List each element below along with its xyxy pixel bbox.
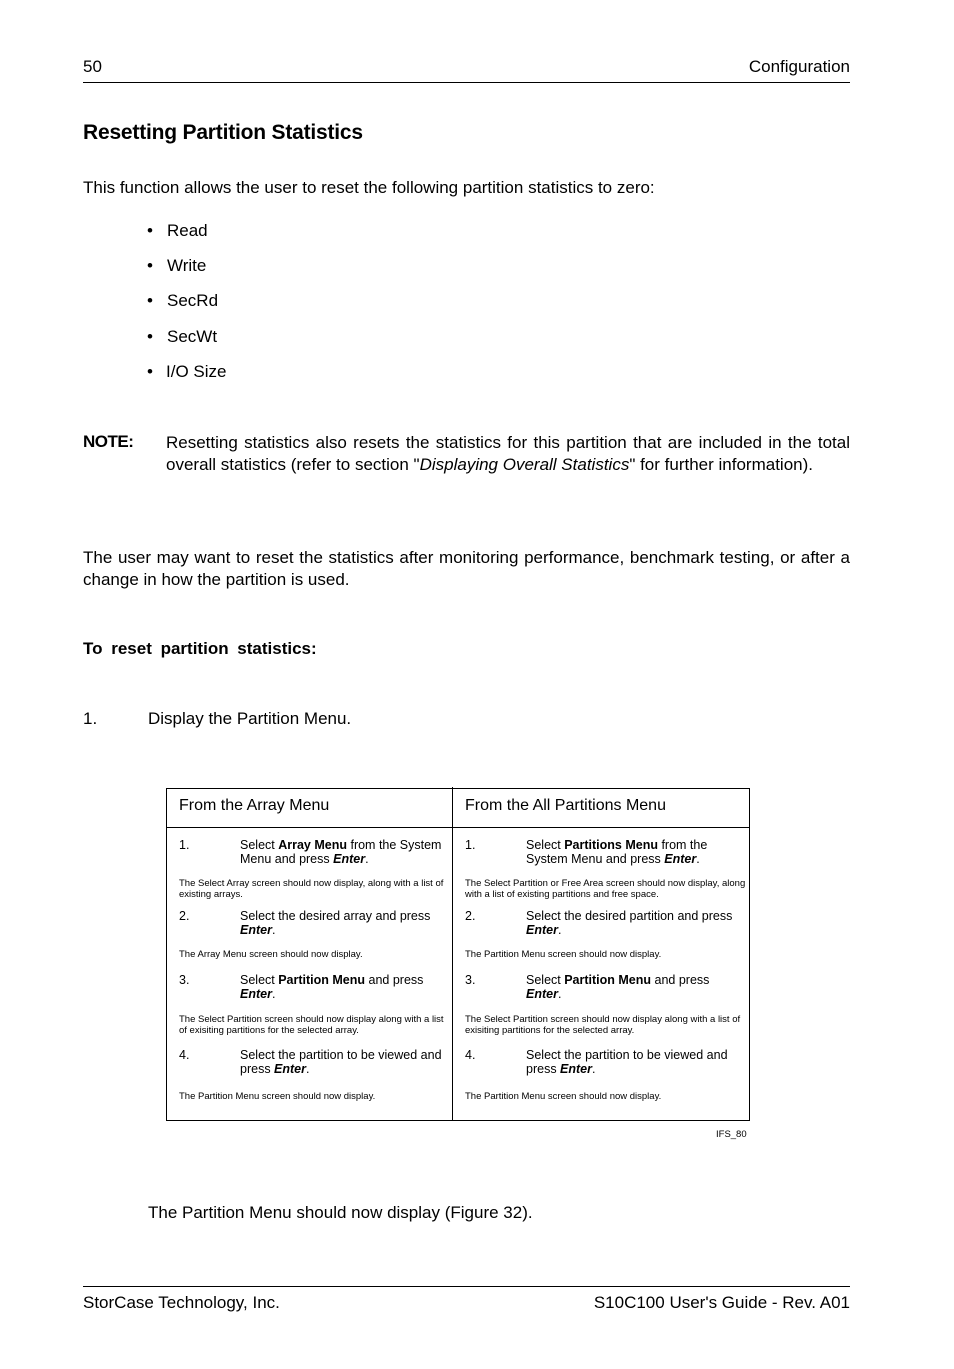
array-menu-column (167, 789, 452, 1120)
procedure-heading: To reset partition statistics: (83, 639, 317, 658)
step-note: The Select Partition screen should now display along with a list of exisiting partitions for the selected array. (179, 1014, 444, 1036)
cross-reference: Displaying Overall Statistics (419, 455, 630, 474)
step-note: The Select Array screen should now display, along with a list of existing arrays. (179, 878, 444, 900)
step-text: Select the partition to be viewed and press Enter. (240, 1048, 442, 1076)
note-text: Resetting statistics also resets the statistics for this partition that are included in the total overall statistics (refer to section "Displaying Overall Statistics" for further information). (166, 433, 850, 474)
bullet-icon: • (147, 362, 153, 381)
bullet-item (147, 291, 218, 311)
step-number: 2. (179, 909, 190, 923)
step-number: 1. (83, 709, 98, 728)
page-title: Resetting Partition Statistics (83, 121, 363, 144)
step-number: 1. (179, 838, 190, 852)
figure-id: IFS_80 (716, 1129, 747, 1140)
step-text: Select Partition Menu and press Enter. (526, 973, 710, 1001)
instructions-table (166, 788, 750, 1121)
bullet-label: Read (167, 221, 208, 240)
context-paragraph: The user may want to reset the statistics after monitoring performance, benchmark testing, or after a change in how the partition is used. (83, 548, 850, 589)
header-rule (83, 82, 850, 83)
bullet-item (147, 327, 217, 347)
bullet-label: SecWt (167, 327, 218, 346)
step-text: Select the partition to be viewed and press Enter. (526, 1048, 728, 1076)
step-note: The Partition Menu screen should now display. (465, 1091, 662, 1102)
bullet-icon: • (147, 291, 153, 310)
step-number: 4. (465, 1048, 476, 1062)
step-text: Select Array Menu from the System Menu and press Enter. (240, 838, 442, 866)
step-note: The Select Partition or Free Area screen should now display, along with a list of existing partitions and free space. (465, 878, 746, 900)
step-text: Display the Partition Menu. (148, 709, 352, 728)
closing-text: The Partition Menu should now display (Figure 32). (148, 1203, 533, 1222)
note-label: NOTE: (83, 432, 134, 451)
column-heading: From the All Partitions Menu (465, 797, 666, 814)
bullet-label: Write (167, 256, 207, 275)
step-number: 2. (465, 909, 476, 923)
step-note: The Partition Menu screen should now display. (465, 949, 662, 960)
bullet-icon: • (147, 221, 153, 240)
step-note: The Partition Menu screen should now display. (179, 1091, 376, 1102)
step-number: 1. (465, 838, 476, 852)
step-text: Select the desired partition and press Enter. (526, 909, 733, 937)
footer-company: StorCase Technology, Inc. (83, 1293, 280, 1312)
step-note: The Select Partition screen should now display along with a list of exisiting partitions for the selected array. (465, 1014, 741, 1036)
step-text: Select Partition Menu and press Enter. (240, 973, 424, 1001)
step-text: Select the desired array and press Enter. (240, 909, 431, 937)
bullet-item (147, 221, 208, 241)
footer-rule (83, 1286, 850, 1287)
step-number: 4. (179, 1048, 190, 1062)
bullet-item (147, 256, 206, 276)
bullet-icon: • (147, 327, 153, 346)
footer-guide: S10C100 User's Guide - Rev. A01 (593, 1293, 850, 1312)
step-note: The Array Menu screen should now display. (179, 949, 363, 960)
bullet-icon: • (147, 256, 153, 275)
section-name: Configuration (748, 57, 850, 76)
bullet-label: SecRd (167, 291, 219, 310)
intro-paragraph: This function allows the user to reset the following partition statistics to zero: (83, 178, 655, 197)
bullet-item (147, 362, 226, 382)
bullet-label: I/O Size (166, 362, 227, 381)
step-text: Select Partitions Menu from the System Menu and press Enter. (526, 838, 708, 866)
all-partitions-column (453, 789, 749, 1120)
column-heading: From the Array Menu (179, 797, 330, 814)
step-number: 3. (465, 973, 476, 987)
step-number: 3. (179, 973, 190, 987)
page-number: 50 (83, 57, 102, 76)
